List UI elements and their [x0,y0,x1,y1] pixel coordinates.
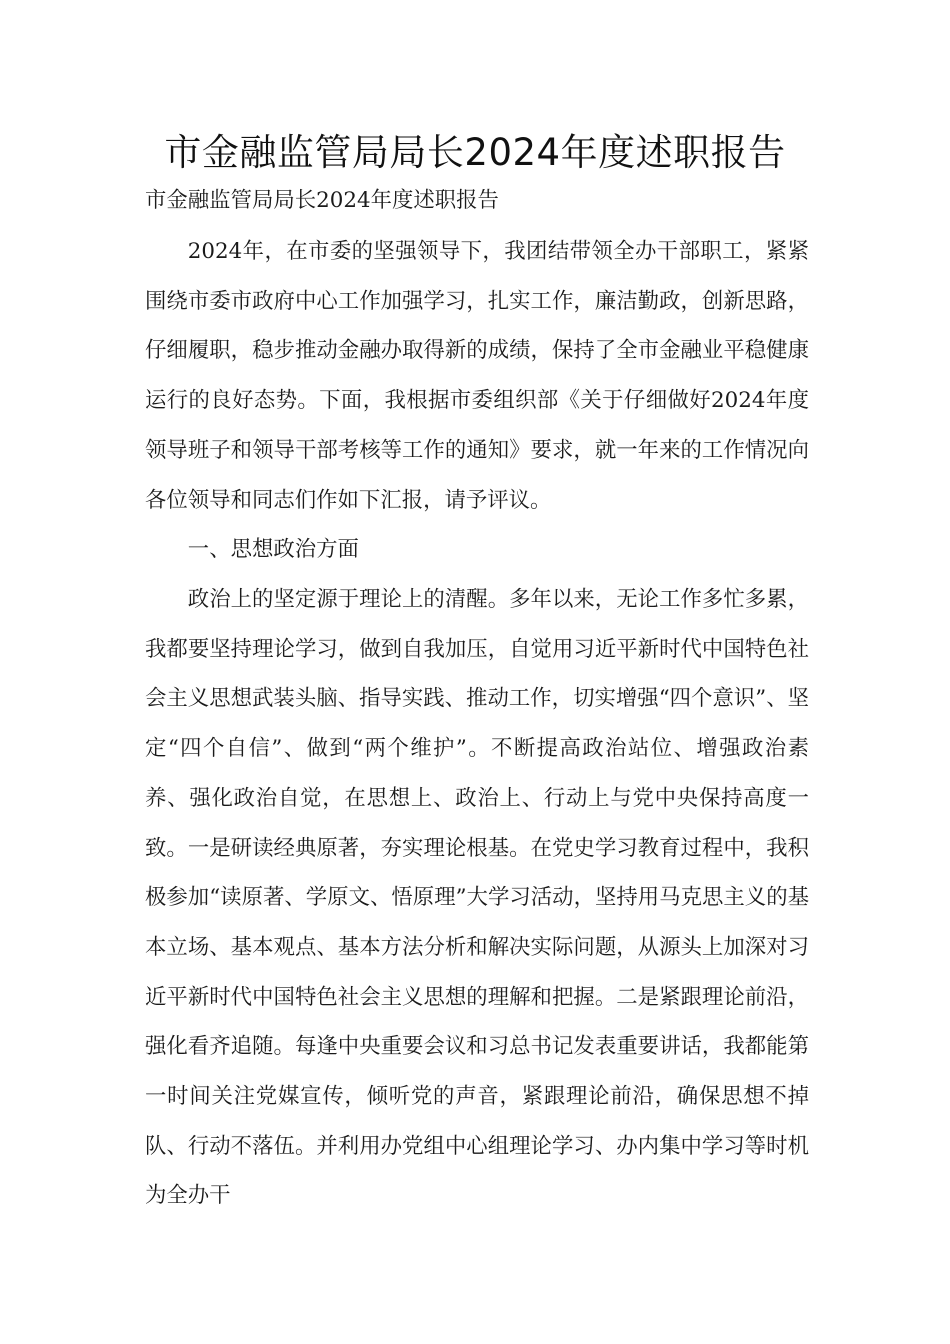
body-paragraph: 政治上的坚定源于理论上的清醒。多年以来，无论工作多忙多累，我都要坚持理论学习，做到自我加压，自觉用习近平新时代中国特色社会主义思想武装头脑、指导实践、推动工作，切实增强“四个意识”、坚定“四个自信”、做到“两个维护”。不断提高政治站位、增强政治素养、强化政治自觉，在思想上、政治上、行动上与党中央保持高度一致。一是研读经典原著，夯实理论根基。在党史学习教育过程中，我积极参加“读原著、学原文、悟原理”大学习活动，坚持用马克思主义的基本立场、基本观点、基本方法分析和解决实际问题，从源头上加深对习近平新时代中国特色社会主义思想的理解和把握。二是紧跟理论前沿，强化看齐追随。每逢中央重要会议和习总书记发表重要讲话，我都能第一时间关注党媒宣传，倾听党的声音，紧跟理论前沿，确保思想不掉队、行动不落伍。并利用办党组中心组理论学习、办内集中学习等时机为全办干 [145,587,809,1209]
document-title: 市金融监管局局长2024年度述职报告 [164,131,786,174]
intro-paragraph: 2024年，在市委的坚强领导下，我团结带领全办干部职工，紧紧围绕市委市政府中心工作加强学习，扎实工作，廉洁勤政，创新思路，仔细履职，稳步推动金融办取得新的成绩，保持了全市金融业平稳健康运行的良好态势。下面，我根据市委组织部《关于仔细做好2024年度领导班子和领导干部考核等工作的通知》要求，就一年来的工作情况向各位领导和同志们作如下汇报，请予评议。 [145,239,809,513]
document-subtitle: 市金融监管局局长2024年度述职报告 [145,188,499,213]
section-heading: 一、思想政治方面 [187,537,359,562]
